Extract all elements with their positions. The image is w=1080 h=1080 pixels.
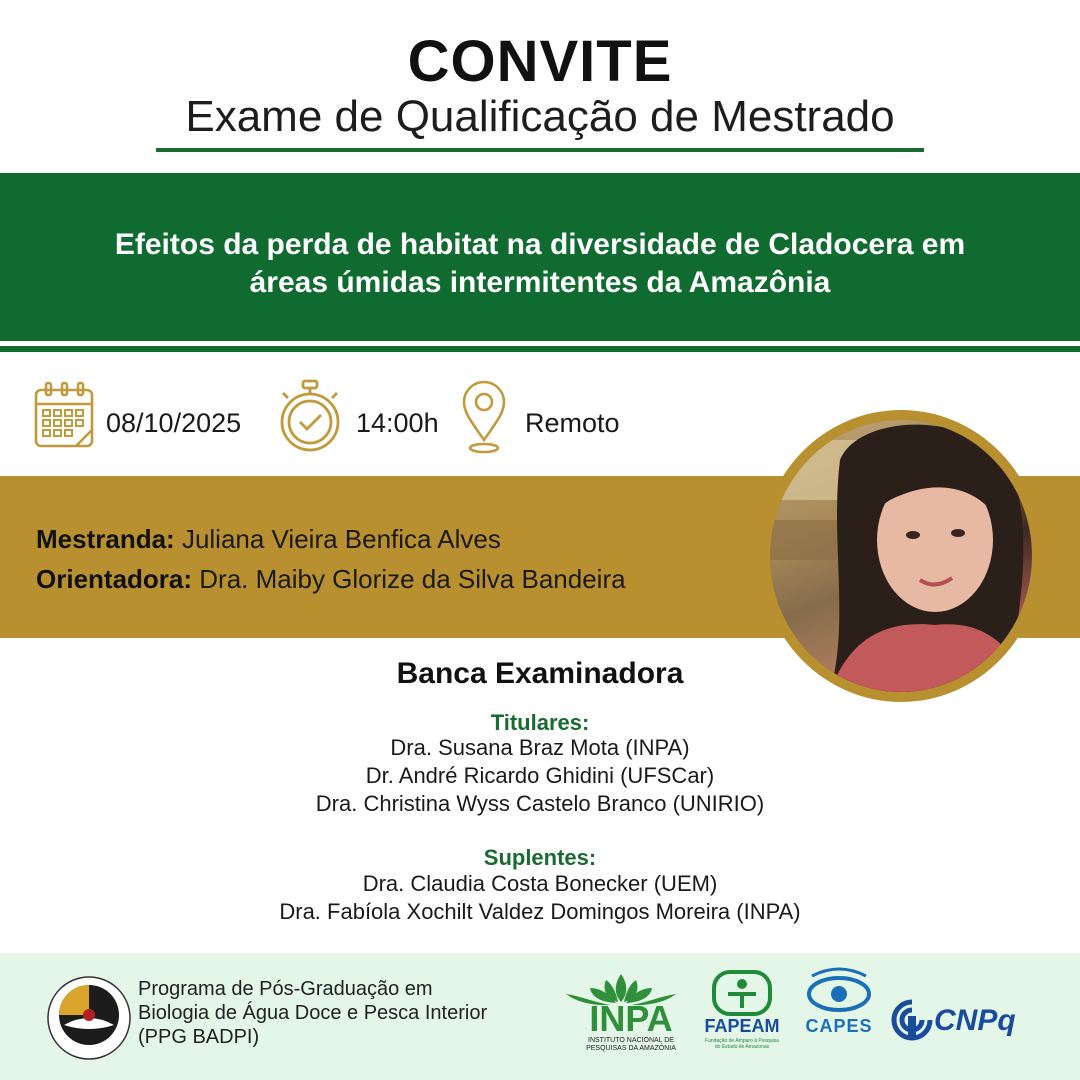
badpi-seal-logo (46, 975, 132, 1061)
committee-member: Dra. Susana Braz Mota (INPA) (390, 735, 690, 760)
program-name (138, 977, 558, 1049)
inpa-subtitle (582, 1037, 680, 1053)
thesis-title-line-2: áreas úmidas intermitentes da Amazônia (249, 266, 831, 299)
event-date: 08/10/2025 (106, 408, 242, 438)
stopwatch-icon (276, 378, 344, 454)
fapeam-logo (712, 970, 772, 1016)
committee-title: Banca Examinadora (396, 657, 684, 690)
cnpq-logo-text: CNPq (934, 1004, 1016, 1037)
event-time: 14:00h (356, 408, 439, 438)
inpa-subtitle-line-1: INSTITUTO NACIONAL DE (588, 1037, 674, 1044)
inpa-logo-text: INPA (589, 998, 673, 1039)
calendar-icon (32, 380, 98, 452)
location-pin-icon (460, 380, 508, 456)
advisor-name: Dra. Maiby Glorize da Silva Bandeira (199, 564, 626, 594)
titulares-heading: Titulares: (490, 710, 590, 735)
cnpq-symbol-icon (890, 998, 934, 1044)
event-location: Remoto (525, 408, 620, 438)
student-photo-illustration (770, 420, 1032, 692)
program-line-2: Biologia de Água Doce e Pesca Interior (138, 1002, 488, 1024)
advisor-label: Orientadora: (36, 564, 193, 594)
thesis-title-line-1: Efeitos da perda de habitat na diversidade de Cladocera em (114, 228, 966, 261)
committee-member: Dra. Claudia Costa Bonecker (UEM) (362, 871, 718, 896)
suplentes-heading: Suplentes: (483, 845, 597, 870)
student-label: Mestranda: (36, 524, 175, 554)
fapeam-subtitle: Fundação de Amparo à Pesquisa do Estado do Amazonas (705, 1038, 779, 1050)
title-divider (156, 148, 924, 152)
committee-member: Dra. Fabíola Xochilt Valdez Domingos Moreira (INPA) (279, 899, 801, 924)
invitation-title: CONVITE (407, 29, 673, 94)
fapeam-logo-text: FAPEAM (704, 1016, 780, 1036)
banner-divider (0, 346, 1080, 352)
committee-member: Dr. André Ricardo Ghidini (UFSCar) (365, 763, 715, 788)
capes-logo-text: CAPES (805, 1016, 873, 1036)
inpa-subtitle-line-2: PESQUISAS DA AMAZÔNIA (586, 1045, 676, 1052)
program-line-3: (PPG BADPI) (138, 1026, 260, 1048)
thesis-title (30, 226, 1050, 302)
committee-member: Dra. Christina Wyss Castelo Branco (UNIRIO) (315, 791, 765, 816)
student-photo (770, 420, 1032, 692)
program-line-1: Programa de Pós-Graduação em (138, 978, 433, 1000)
student-name: Juliana Vieira Benfica Alves (181, 524, 501, 554)
student-line (36, 524, 501, 555)
invitation-subtitle: Exame de Qualificação de Mestrado (185, 92, 895, 141)
advisor-line (36, 564, 626, 595)
capes-logo (802, 966, 876, 1016)
